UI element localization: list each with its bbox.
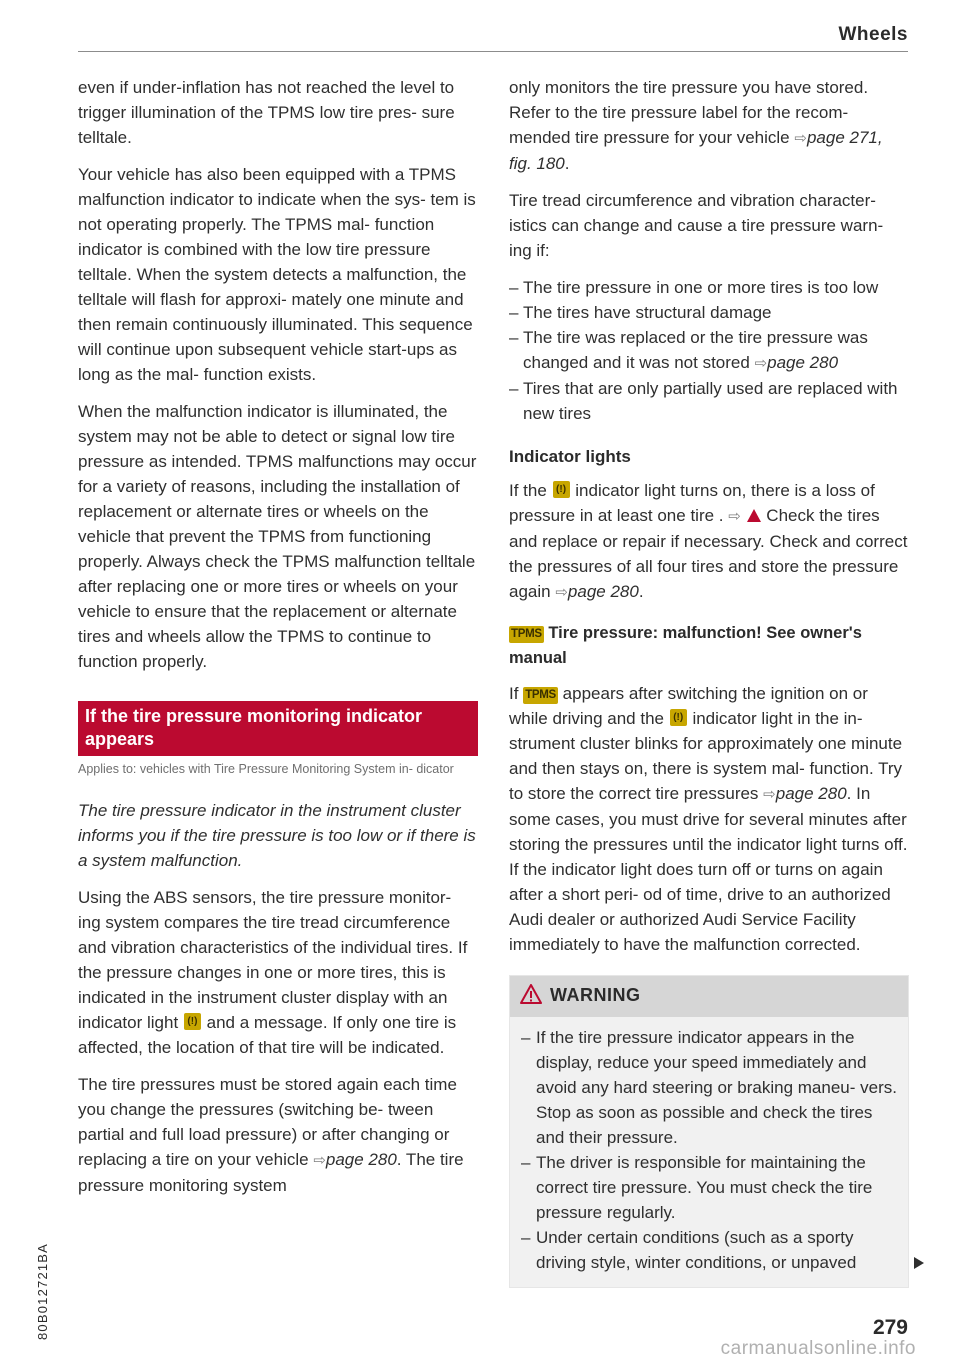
- continued-arrow-icon: [914, 1257, 924, 1269]
- section-heading: If the tire pressure monitoring indicator appears: [78, 701, 478, 756]
- right-arrow-icon: ⇨: [313, 1152, 326, 1169]
- heading-text: Tire pressure: malfunction! See owner's manual: [509, 624, 862, 667]
- text-span: only monitors the tire pressure you have stored. Refer to the tire pressure label for the recom- mended tire pressure for your vehicle: [509, 78, 869, 147]
- header-divider: [78, 51, 908, 52]
- tire-pressure-indicator-icon: [670, 709, 687, 726]
- right-arrow-icon: ⇨: [728, 508, 741, 525]
- left-column: [78, 75, 478, 1210]
- page-reference-link[interactable]: [555, 582, 638, 601]
- page-number: 279: [872, 1316, 908, 1339]
- applies-to-note: Applies to: vehicles with Tire Pressure Monitoring System in- dicator: [78, 762, 454, 776]
- tpms-icon: TPMS: [523, 687, 558, 704]
- text-span: . The tire pressure monitoring system: [78, 1150, 464, 1195]
- text-span: indicator light in the in- strument cluster blinks for approximately one minute and then stays on, there is system mal- function. Try to store the correct tire pressures: [509, 709, 903, 803]
- paragraph: [509, 681, 909, 957]
- right-arrow-icon: ⇨: [555, 584, 568, 601]
- page-reference-text: page 271, fig. 180: [509, 128, 883, 173]
- warning-header: [510, 976, 908, 1017]
- paragraph: [78, 885, 478, 1060]
- section-title: Wheels: [838, 24, 908, 45]
- text-span: The tire pressures must be stored again each time you change the pressures (switching be- tween partial and full load pressure) or after changing or replacing a tire on your vehicle: [78, 1075, 457, 1169]
- watermark: carmanualsonline.info: [720, 1338, 916, 1359]
- text-span: .: [638, 582, 644, 601]
- section-intro: The tire pressure indicator in the instrument cluster informs you if the tire pressure is too low or if there is a system malfunction.: [78, 801, 476, 870]
- text-span: indicator light turns on, there is a loss of pressure in at least one tire .: [509, 481, 875, 525]
- tpms-malfunction-heading: [509, 621, 909, 671]
- text-span: If: [509, 684, 519, 703]
- warning-item: – Under certain conditions (such as a sporty driving style, winter conditions, or unpaved: [521, 1225, 898, 1275]
- right-arrow-icon: ⇨: [754, 355, 768, 372]
- page-reference-text: page 280: [567, 582, 639, 601]
- list-item: [509, 325, 909, 376]
- text-span: Check the tires and replace or repair if necessary. Check and correct the pressures of all four tires and store the pressure again: [509, 506, 908, 601]
- warning-item: – If the tire pressure indicator appears in the display, reduce your speed immediately and avoid any hard steering or braking maneu- vers. Stop as soon as possible and check the tires and their pressure.: [521, 1025, 898, 1150]
- page-reference-text: page 280: [325, 1150, 397, 1169]
- paragraph: even if under-inflation has not reached the level to trigger illumination of the TPMS low tire pres- sure telltale.: [78, 78, 455, 147]
- text-span: .: [564, 154, 570, 173]
- warning-triangle-icon: [520, 984, 542, 1009]
- list-item: – The tires have structural damage: [509, 300, 909, 325]
- document-code: 80B012721BA: [35, 1242, 50, 1340]
- list-item: – The tire pressure in one or more tires is too low: [509, 275, 909, 300]
- text-span: appears after switching the ignition on or while driving and the: [509, 684, 868, 728]
- indicator-lights-heading: Indicator lights: [509, 447, 631, 466]
- warning-title: WARNING: [550, 985, 641, 1005]
- warning-list: [521, 1025, 898, 1275]
- text-span: and a message. If only one tire is affected, the location of that tire will be indicated.: [78, 1013, 457, 1057]
- page-reference-link[interactable]: [755, 353, 838, 372]
- tire-pressure-indicator-icon: [184, 1013, 201, 1030]
- right-column: [509, 75, 909, 1288]
- text-span: The tire was replaced or the tire pressure was changed and it was not stored: [523, 328, 868, 372]
- warning-item: – The driver is responsible for maintaining the correct tire pressure. You must check the tire pressure regularly.: [521, 1150, 898, 1225]
- page-reference-text: page 280: [775, 784, 847, 803]
- paragraph: [509, 478, 909, 605]
- list-item: – Tires that are only partially used are replaced with new tires: [509, 376, 909, 426]
- page-reference-link[interactable]: [313, 1150, 396, 1169]
- paragraph: Tire tread circumference and vibration character- istics can change and cause a tire pressure warn- ing if:: [509, 191, 884, 260]
- text-span: If the: [509, 481, 547, 500]
- page-reference-link[interactable]: [763, 784, 846, 803]
- paragraph: Your vehicle has also been equipped with a TPMS malfunction indicator to indicate when the sys- tem is not operating properly. The TPMS mal- function indicator is combined with the low tire pressure telltale. When the system detects a malfunction, the telltale will flash for approxi- mately one minute and then remain continuously illuminated. This sequence will continue upon subsequent vehicle start-ups as long as the mal- function exists.: [78, 165, 476, 384]
- text-span: Using the ABS sensors, the tire pressure monitor- ing system compares the tire tread circumference and vibration characteristics of the individual tires. If the pressure changes in one or more tires, this is indicated in the instrument cluster display with an indicator light: [78, 888, 468, 1032]
- text-span: . In some cases, you must drive for several minutes after storing the pressures until the indicator light turns off. If the indicator light does turn off or turns on again after a short peri- od of time, drive to an authorized Audi dealer or authorized Audi Service Facility immediately to have the malfunction corrected.: [509, 784, 908, 954]
- warning-body: [510, 1017, 908, 1275]
- right-arrow-icon: ⇨: [763, 786, 776, 803]
- right-arrow-icon: ⇨: [794, 130, 807, 147]
- paragraph: When the malfunction indicator is illuminated, the system may not be able to detect or signal low tire pressure as intended. TPMS malfunctions may occur for a variety of reasons, including the installation of replacement or alternate tires or wheels on the vehicle that prevent the TPMS from functioning properly. Always check the TPMS malfunction telltale after replacing one or more tires or wheels on your vehicle to ensure that the replacement or alternate tires and wheels allow the TPMS to continue to function properly.: [78, 402, 477, 671]
- tire-pressure-indicator-icon: [553, 481, 570, 498]
- tpms-icon: TPMS: [509, 626, 544, 643]
- condition-list: [509, 275, 909, 426]
- warning-triangle-icon[interactable]: [747, 509, 761, 522]
- paragraph: [78, 1072, 478, 1198]
- paragraph: [509, 75, 909, 176]
- warning-box: [509, 975, 909, 1288]
- page-reference-text: page 280: [767, 353, 839, 372]
